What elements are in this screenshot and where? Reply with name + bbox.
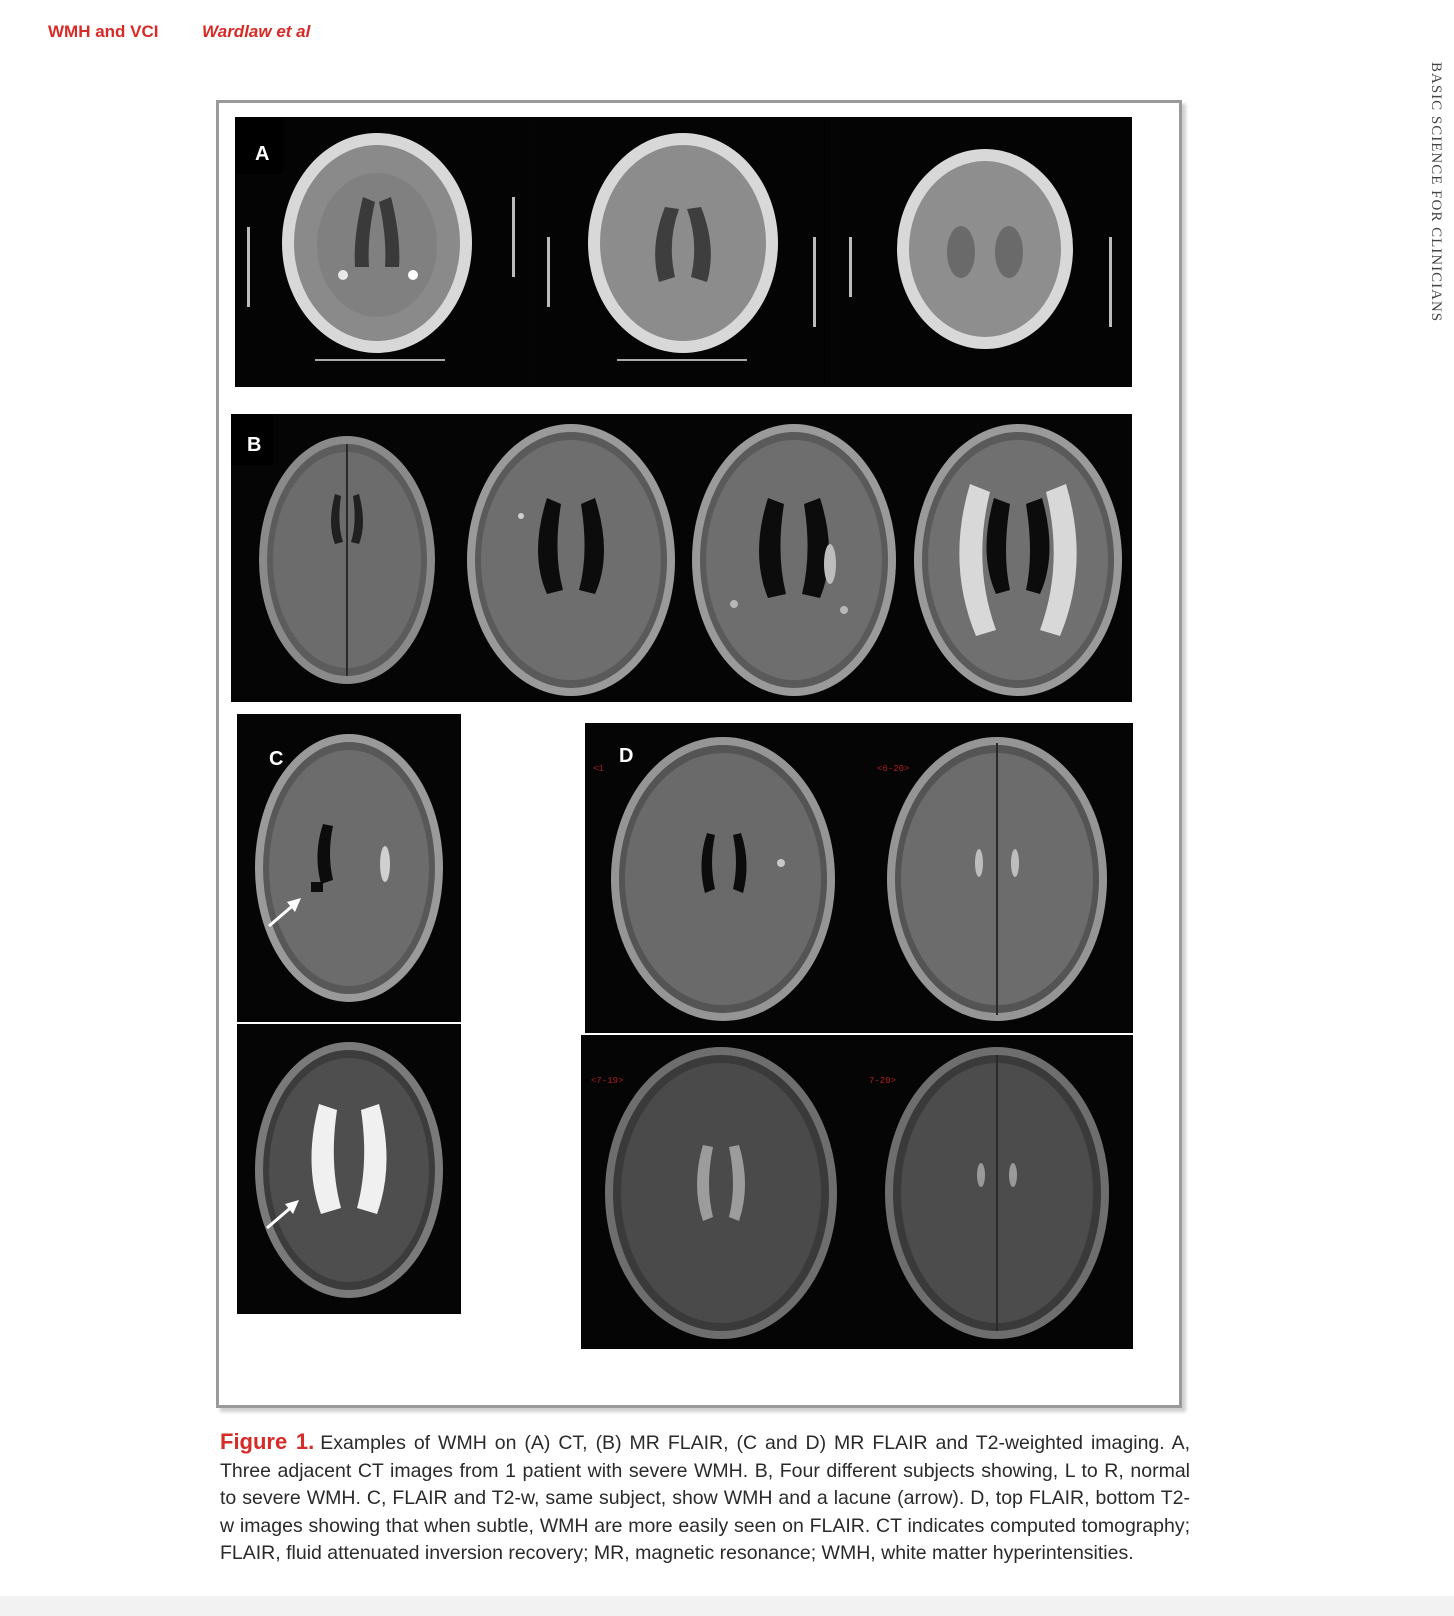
d-scan-label-1: <1 [593, 764, 604, 774]
d-scan-label-2: <6-20> [877, 764, 910, 774]
panel-b-label: B [231, 414, 273, 465]
d-scan-label-3: <7-19> [591, 1076, 624, 1086]
ct-slice-3 [839, 117, 1132, 387]
flair-slice-2 [459, 414, 684, 702]
running-title: WMH and VCI [48, 22, 159, 41]
panel-c [237, 714, 461, 1314]
d-scan-label-4: 7-20> [869, 1076, 897, 1086]
panel-a-label: A [235, 117, 283, 174]
d-flair-slice-2 [861, 723, 1133, 1033]
d-t2-slice-1 [581, 1035, 861, 1349]
running-authors: Wardlaw et al [202, 22, 311, 41]
panel-a [235, 117, 1132, 387]
panel-d-label: D [619, 745, 634, 767]
panel-b [231, 414, 1132, 702]
figure-label: Figure 1. [220, 1429, 315, 1454]
caption-text: Examples of WMH on (A) CT, (B) MR FLAIR, (C and D) MR FLAIR and T2-weighted imaging. A, Three adjacent CT images from 1 patient with severe WMH. B, Four different subjects showing, L to R, normal to severe WMH. C, FLAIR and T2-w, same subject, show WMH and a lacune (arrow). D, top FLAIR, bottom T2-w images showing that when subtle, WMH are more easily seen on FLAIR. CT indicates computed tomography; FLAIR, fluid attenuated inversion recovery; MR, magnetic resonance; WMH, white matter hyperintensities. [220, 1432, 1190, 1564]
page-bottom-band [0, 1596, 1454, 1616]
figure-caption [220, 1428, 1190, 1568]
flair-slice-4 [906, 414, 1132, 702]
section-label: BASIC SCIENCE FOR CLINICIANS [1428, 62, 1444, 323]
c-t2-slice [237, 1024, 461, 1314]
flair-slice-3 [684, 414, 906, 702]
panel-c-label: C [269, 748, 284, 770]
figure-frame [216, 100, 1182, 1408]
ct-slice-2 [537, 117, 829, 387]
panel-d [581, 723, 1133, 1349]
d-t2-slice-2 [861, 1035, 1133, 1349]
